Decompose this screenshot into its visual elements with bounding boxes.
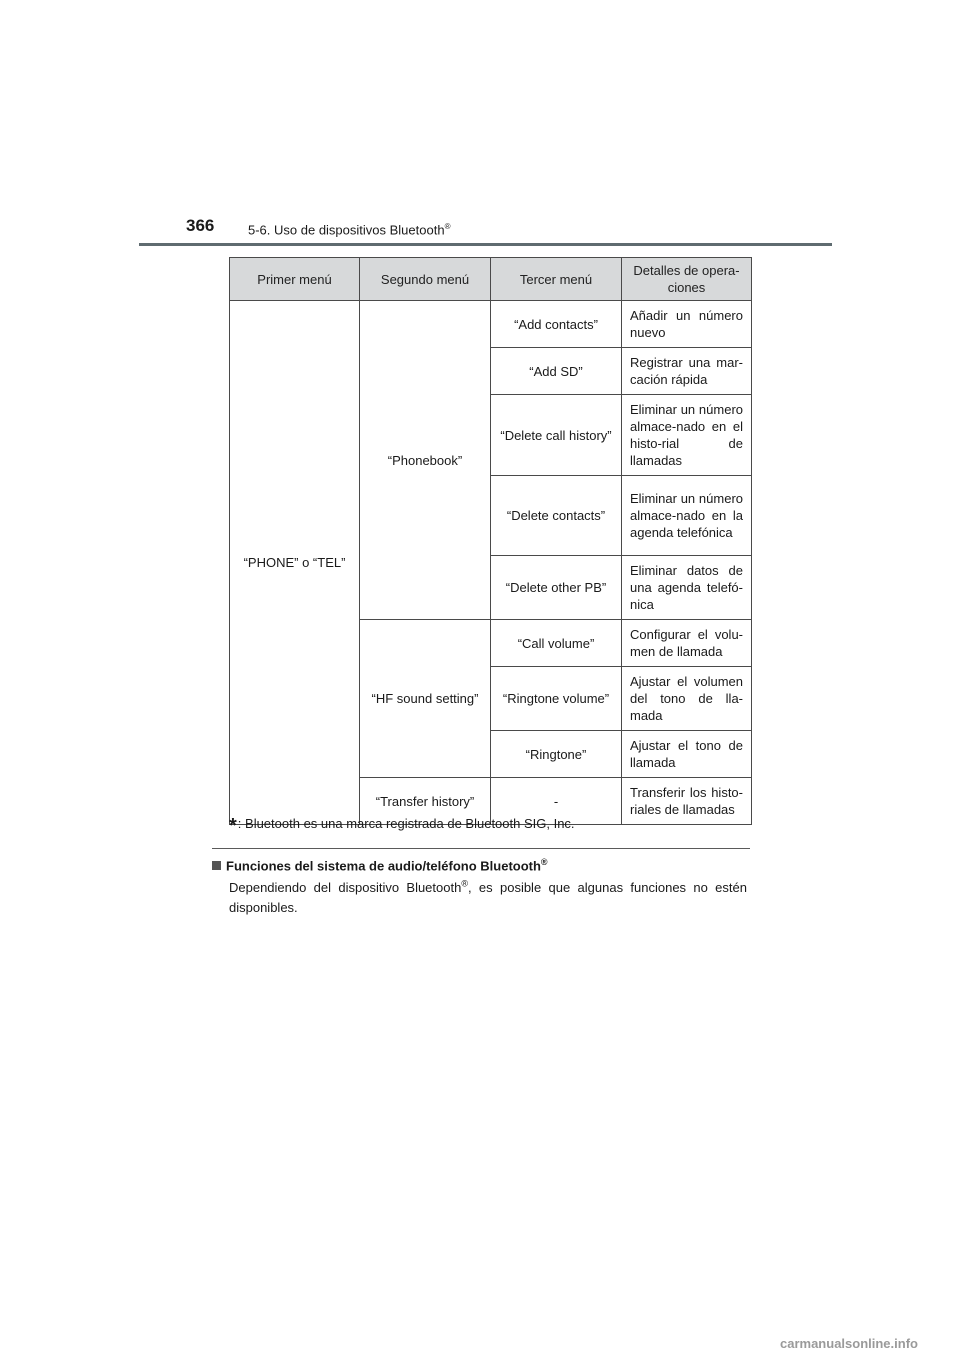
detail-cell: Ajustar el tono de llamada — [622, 731, 752, 778]
registered-mark: ® — [444, 222, 451, 231]
page-number: 366 — [186, 216, 215, 235]
third-menu-cell: “Add SD” — [491, 348, 622, 395]
section-title-text: 5-6. Uso de dispositivos Bluetooth — [248, 222, 445, 238]
square-bullet-icon — [212, 861, 221, 870]
table-row — [230, 301, 752, 348]
detail-cell: Eliminar datos de una agenda telefó-nica — [622, 556, 752, 620]
watermark: carmanualsonline.info — [780, 1336, 918, 1351]
third-menu-cell: “Add contacts” — [491, 301, 622, 348]
footnote — [229, 815, 575, 838]
footnote-text: : Bluetooth es una marca registrada de Bluetooth SIG, Inc. — [237, 816, 575, 831]
body-text-part2: , es posible que algunas funciones no estén disponibles. — [229, 880, 747, 915]
header-third-menu: Tercer menú — [491, 258, 622, 301]
header-second-menu: Segundo menú — [360, 258, 491, 301]
third-menu-cell: “Delete contacts” — [491, 476, 622, 556]
detail-cell: Transferir los histo-riales de llamadas — [622, 778, 752, 825]
third-menu-cell: “Ringtone” — [491, 731, 622, 778]
third-menu-cell: “Delete call history” — [491, 395, 622, 476]
body-text-part1: Dependiendo del dispositivo Bluetooth — [229, 880, 462, 895]
detail-cell: Configurar el volu-men de llamada — [622, 620, 752, 667]
header-details: Detalles de opera-ciones — [622, 258, 752, 301]
detail-cell: Eliminar un número almace-nado en el histo-rial de llamadas — [622, 395, 752, 476]
detail-cell: Registrar una mar-cación rápida — [622, 348, 752, 395]
subsection-title: Funciones del sistema de audio/teléfono Bluetooth — [226, 858, 541, 874]
third-menu-cell: “Call volume” — [491, 620, 622, 667]
third-menu-cell: “Delete other PB” — [491, 556, 622, 620]
second-menu-transfer: “Transfer history” — [360, 778, 491, 825]
registered-mark: ® — [540, 857, 548, 867]
subsection-rule — [212, 848, 750, 849]
second-menu-hf-sound: “HF sound setting” — [360, 620, 491, 778]
subsection-heading — [212, 857, 548, 873]
third-menu-cell: “Ringtone volume” — [491, 667, 622, 731]
detail-cell: Añadir un número nuevo — [622, 301, 752, 348]
section-title — [248, 222, 450, 237]
detail-cell: Ajustar el volumen del tono de lla-mada — [622, 667, 752, 731]
third-menu-cell: - — [491, 778, 622, 825]
detail-cell: Eliminar un número almace-nado en la agenda telefónica — [622, 476, 752, 556]
first-menu-cell: “PHONE” o “TEL” — [230, 301, 360, 825]
second-menu-phonebook: “Phonebook” — [360, 301, 491, 620]
footnote-marker: * — [229, 815, 237, 837]
registered-mark: ® — [461, 878, 468, 889]
header-rule — [139, 243, 832, 246]
table-header-row — [230, 258, 752, 301]
header-first-menu: Primer menú — [230, 258, 360, 301]
menu-table — [229, 257, 752, 825]
subsection-body — [229, 878, 747, 918]
